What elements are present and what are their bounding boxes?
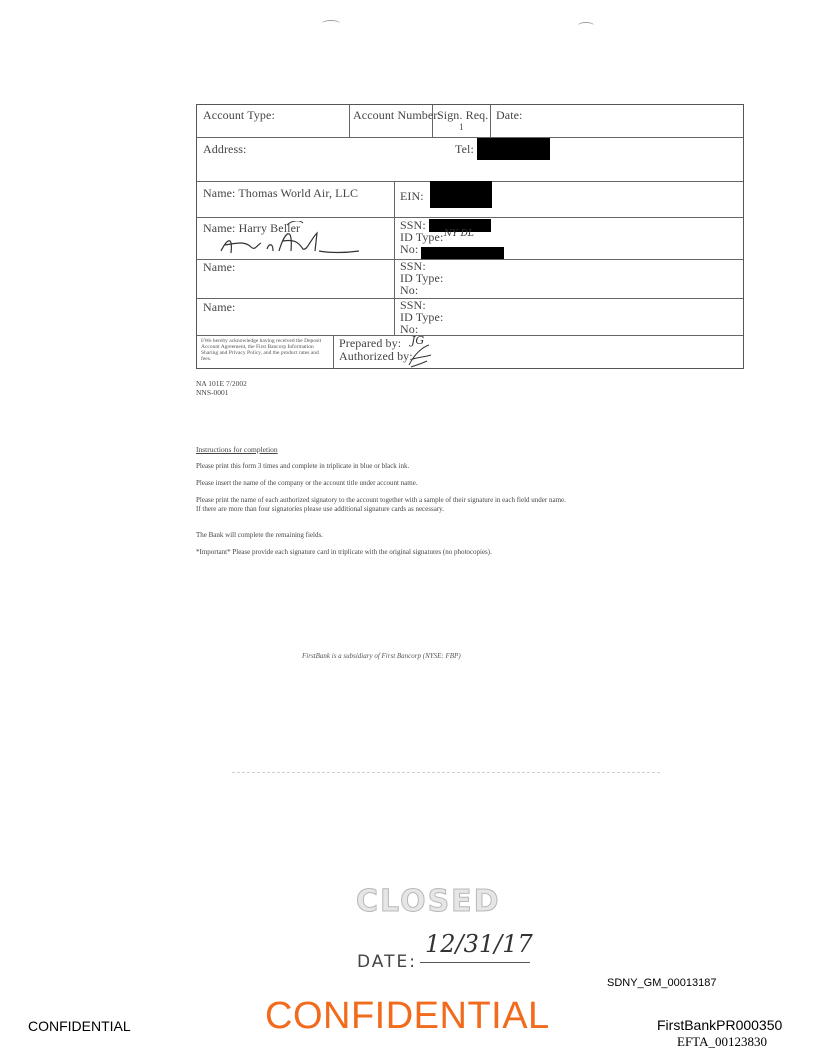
form-code: NA 101E 7/2002 bbox=[196, 379, 247, 388]
signatory-1-name: Name: Harry Beller bbox=[203, 221, 301, 235]
confidential-label: CONFIDENTIAL bbox=[28, 1018, 131, 1034]
signatory-1-no: No: bbox=[400, 242, 419, 256]
scan-mark bbox=[578, 22, 594, 29]
prepared-by-initials: JG bbox=[411, 334, 425, 347]
ein-label: EIN: bbox=[400, 189, 424, 203]
signatory-1-signature bbox=[207, 221, 367, 261]
instruction-item: The Bank will complete the remaining fields. bbox=[196, 531, 323, 539]
instructions-heading: Instructions for completion bbox=[196, 445, 278, 454]
confidential-banner: CONFIDENTIAL bbox=[265, 995, 550, 1037]
prepared-by-label: Prepared by: bbox=[339, 336, 402, 350]
efta-number: EFTA_00123830 bbox=[677, 1034, 767, 1049]
instruction-item: *Important* Please provide each signature card in triplicate with the original signatures (no photocopies). bbox=[196, 548, 492, 556]
signatory-1-id-type-value: NY DL bbox=[444, 229, 474, 239]
sign-req-value: 1 bbox=[459, 122, 464, 132]
bates-number: FirstBankPR000350 bbox=[657, 1017, 783, 1033]
authorized-by-signature bbox=[405, 343, 435, 369]
redaction-bar bbox=[421, 247, 504, 259]
closed-stamp-date-value: 12/31/17 bbox=[425, 930, 533, 958]
signatory-2-ssn: SSN: bbox=[400, 259, 426, 273]
acknowledgement-text: I/We hereby acknowledge having received the Deposit Account Agreement, the First Bancorp Information Sharing and Privacy Policy, and the product rates and fees. bbox=[201, 338, 322, 362]
redaction-bar bbox=[430, 181, 492, 208]
sign-req-label: Sign. Req. bbox=[437, 108, 489, 122]
signatory-2-name: Name: bbox=[203, 260, 236, 274]
scan-artifact-line bbox=[232, 772, 660, 773]
instruction-item: Please print this form 3 times and complete in triplicate in blue or black ink. bbox=[196, 462, 410, 470]
signatory-2-id-type: ID Type: bbox=[400, 271, 444, 285]
stamp-underline bbox=[420, 962, 530, 963]
subsidiary-note: FirstBank is a subsidiary of First Bancorp (NYSE: FBP) bbox=[302, 652, 461, 660]
authorized-by-label: Authorized by: bbox=[339, 349, 413, 363]
date-label: Date: bbox=[496, 108, 523, 122]
account-number-label: Account Number: bbox=[353, 108, 441, 122]
signatory-3-ssn: SSN: bbox=[400, 298, 426, 312]
instruction-item: Please insert the name of the company or the account title under account name. bbox=[196, 479, 418, 487]
signatory-1-ssn: SSN: bbox=[400, 218, 426, 232]
account-type-label: Account Type: bbox=[203, 108, 275, 122]
address-label: Address: bbox=[203, 142, 247, 156]
form-code: NNS-0001 bbox=[196, 388, 229, 397]
sdny-identifier: SDNY_GM_00013187 bbox=[607, 977, 717, 989]
scan-mark bbox=[322, 20, 340, 27]
signatory-2-no: No: bbox=[400, 283, 419, 297]
instruction-item: Please print the name of each authorized signatory to the account together with a sample of their signature in each field under name. If there are more than four signatories please use additional signature cards as necessary. bbox=[196, 496, 566, 513]
signature-card-form bbox=[196, 104, 744, 369]
signatory-3-no: No: bbox=[400, 322, 419, 336]
signatory-3-id-type: ID Type: bbox=[400, 310, 444, 324]
company-name: Name: Thomas World Air, LLC bbox=[203, 186, 359, 200]
tel-label: Tel: bbox=[455, 142, 474, 156]
closed-stamp-word: CLOSED bbox=[356, 884, 501, 919]
redaction-bar bbox=[477, 138, 550, 160]
signatory-3-name: Name: bbox=[203, 300, 236, 314]
signatory-1-id-type: ID Type: bbox=[400, 230, 444, 244]
closed-stamp-date-label: DATE: bbox=[357, 952, 417, 972]
